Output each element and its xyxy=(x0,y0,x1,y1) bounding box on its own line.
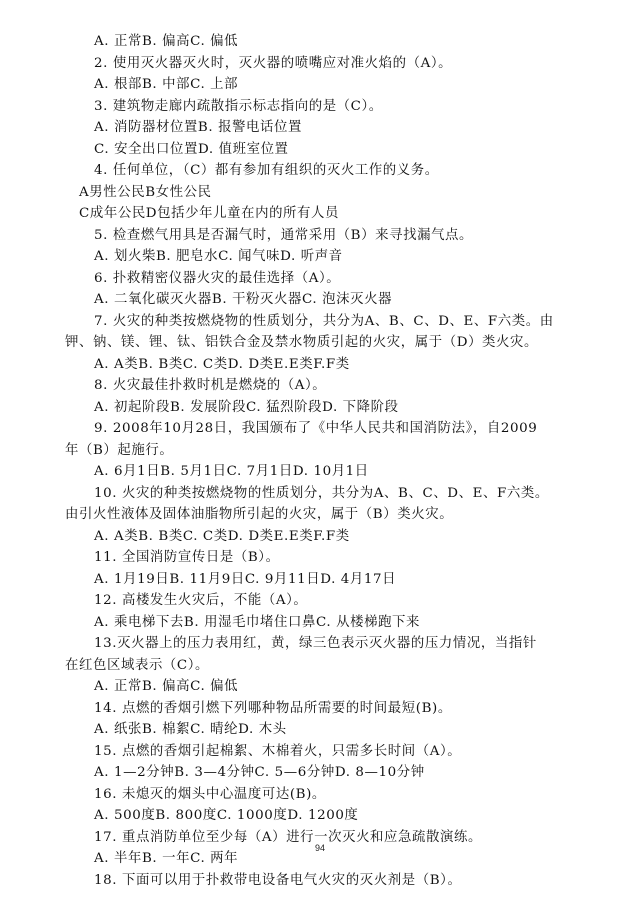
text-line: A. 初起阶段B. 发展阶段C. 猛烈阶段D. 下降阶段 xyxy=(94,399,399,415)
text-line: A. 纸张B. 棉絮C. 晴纶D. 木头 xyxy=(94,722,287,737)
text-line: C成年公民D包括少年儿童在内的所有人员 xyxy=(79,206,340,221)
text-line: A. 1—2分钟B. 3—4分钟C. 5—6分钟D. 8—10分钟 xyxy=(94,765,425,780)
text-line: 钾、钠、镁、锂、钛、铝铁合金及禁水物质引起的火灾，属于（D）类火灾。 xyxy=(65,335,539,350)
text-line: 7. 火灾的种类按燃烧物的性质划分，共分为A、B、C、D、E、F六类。由 xyxy=(94,313,554,329)
text-line: A. 1月19日B. 11月9日C. 9月11日D. 4月17日 xyxy=(94,571,397,587)
text-line: 16. 未熄灭的烟头中心温度可达(B)。 xyxy=(94,786,326,802)
text-line: 12. 高楼发生火灾后，不能（A）。 xyxy=(94,593,308,608)
text-line: 年（B）起施行。 xyxy=(65,442,174,458)
text-line: 11. 全国消防宣传日是（B）。 xyxy=(94,550,280,565)
text-line: A. 500度B. 800度C. 1000度D. 1200度 xyxy=(94,808,359,823)
text-line: 6. 扑救精密仪器火灾的最佳选择（A）。 xyxy=(94,270,341,286)
text-line: 4. 任何单位，（C）都有参加有组织的灭火工作的义务。 xyxy=(94,163,439,178)
text-line: A. A类B. B类C. C类D. D类E.E类F.F类 xyxy=(94,356,350,372)
text-line: 15. 点燃的香烟引起棉絮、木棉着火，只需多长时间（A）。 xyxy=(94,743,462,759)
question-list xyxy=(0,31,640,891)
text-line: A. 正常B. 偏高C. 偏低 xyxy=(94,679,239,694)
text-line: A. 半年B. 一年C. 两年 xyxy=(94,851,239,866)
text-line: A. 根部B. 中部C. 上部 xyxy=(94,77,239,92)
text-line: 5. 检查燃气用具是否漏气时，通常采用（B）来寻找漏气点。 xyxy=(94,227,474,243)
text-line: A. 划火柴B. 肥皂水C. 闻气味D. 听声音 xyxy=(94,249,343,264)
text-line: C. 安全出口位置D. 值班室位置 xyxy=(94,141,289,157)
text-line: 由引火性液体及固体油脂物所引起的火灾，属于（B）类火灾。 xyxy=(65,507,454,522)
text-line: A男性公民B女性公民 xyxy=(79,184,212,200)
text-line: A. 乘电梯下去B. 用湿毛巾堵住口鼻C. 从楼梯跑下来 xyxy=(94,614,421,630)
text-line: 13.灭火器上的压力表用红，黄，绿三色表示灭火器的压力情况，当指针 xyxy=(94,636,537,651)
text-line: A. 6月1日B. 5月1日C. 7月1日D. 10月1日 xyxy=(94,464,369,479)
text-line: 17. 重点消防单位至少每（A）进行一次灭火和应急疏散演练。 xyxy=(94,829,482,845)
text-line: 9. 2008年10月28日，我国颁布了《中华人民共和国消防法》，自2009 xyxy=(94,421,538,436)
text-line: 8. 火灾最佳扑救时机是燃烧的（A）。 xyxy=(94,378,327,393)
text-line: A. 消防器材位置B. 报警电话位置 xyxy=(94,120,303,135)
text-line: A. 正常B. 偏高C. 偏低 xyxy=(94,34,239,49)
text-line: 10. 火灾的种类按燃烧物的性质划分，共分为A、B、C、D、E、F六类。 xyxy=(94,485,549,501)
text-line: 2. 使用灭火器灭火时，灭火器的喷嘴应对准火焰的（A）。 xyxy=(94,55,453,71)
text-line: A. 二氧化碳灭火器B. 干粉灭火器C. 泡沫灭火器 xyxy=(94,292,393,307)
text-line: 18. 下面可以用于扑救带电设备电气火灾的灭火剂是（B）。 xyxy=(94,872,462,888)
text-line: 3. 建筑物走廊内疏散指示标志指向的是（C）。 xyxy=(94,98,383,114)
text-line: A. A类B. B类C. C类D. D类E.E类F.F类 xyxy=(94,528,350,544)
text-line: 14. 点燃的香烟引燃下列哪种物品所需要的时间最短(B)。 xyxy=(94,700,452,716)
text-line: 在红色区域表示（C）。 xyxy=(65,657,210,673)
page-number: 94 xyxy=(314,843,325,853)
